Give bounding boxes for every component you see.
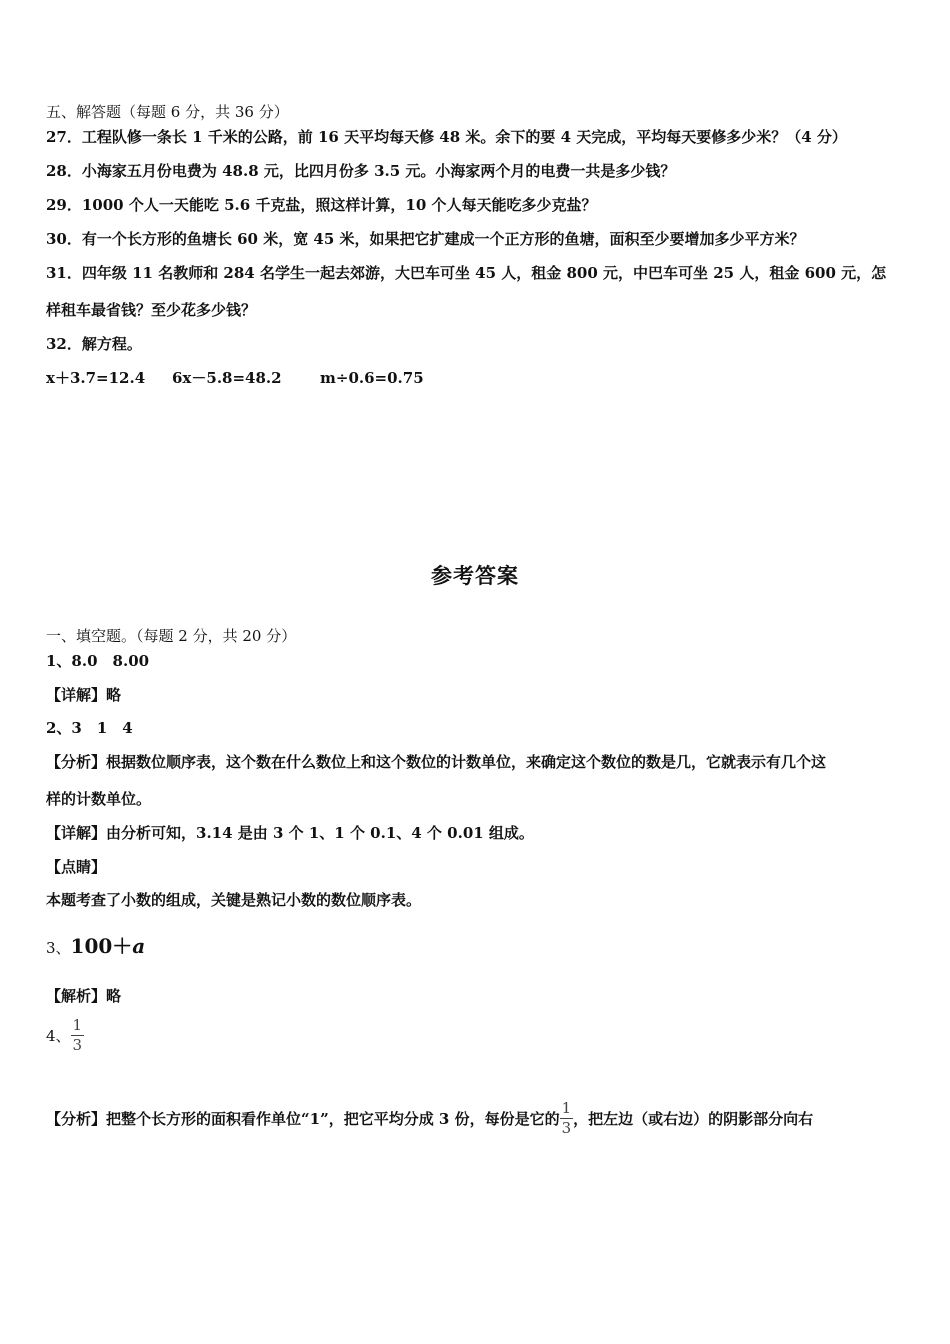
answer-3-variable: a [132,934,146,958]
question-29: 29．1000 个人一天能吃 5.6 千克盐，照这样计算，10 个人每天能吃多少克盐？ [46,196,597,214]
question-31-line1: 31．四年级 11 名教师和 284 名学生一起去郊游，大巴车可坐 45 人，租金 800 元，中巴车可坐 25 人，租金 600 元，怎 [46,264,887,282]
answer-3-number: 100＋ [70,934,133,958]
answer-4 [46,1018,84,1053]
equations-row [46,368,424,388]
answer-3-value [71,934,146,958]
answer-2: 2、3 1 4 [46,719,133,737]
answer-3-detail: 【解析】略 [46,987,122,1005]
answer-2-analysis-line2: 样的计数单位。 [46,790,152,808]
equation-2: 6x－5.8=48.2 [172,369,282,387]
answer-3 [46,934,145,960]
question-31-line2: 样租车最省钱？至少花多少钱？ [46,301,257,319]
equation-3: m÷0.6=0.75 [320,369,424,387]
answer-4-numerator: 1 [72,1016,83,1034]
answer-2-detail: 【详解】由分析可知，3.14 是由 3 个 1、1 个 0.1、4 个 0.01 组成。 [46,824,534,842]
answer-4-analysis-denominator: 3 [561,1119,572,1137]
answer-2-point: 本题考查了小数的组成，关键是熟记小数的数位顺序表。 [46,891,422,909]
question-30: 30．有一个长方形的鱼塘长 60 米，宽 45 米，如果把它扩建成一个正方形的鱼塘，面积至少要增加多少平方米？ [46,230,805,248]
section-heading-1: 一、填空题。（每题 2 分，共 20 分） [46,627,297,645]
answer-4-analysis-fraction [560,1101,574,1136]
question-32: 32．解方程。 [46,335,142,353]
answer-1-detail: 【详解】略 [46,686,122,704]
answer-4-analysis-text1: 【分析】把整个长方形的面积看作单位“1”，把它平均分成 3 份，每份是它的 [46,1110,560,1128]
answer-3-prefix: 3、 [46,939,71,957]
answer-2-analysis-line1: 【分析】根据数位顺序表，这个数在什么数位上和这个数位的计数单位，来确定这个数位的数是几，它就表示有几个这 [46,753,827,771]
answer-4-fraction [71,1018,85,1053]
equation-1: x＋3.7=12.4 [46,369,146,387]
answers-title: 参考答案 [431,563,519,588]
answer-1: 1、8.0 8.00 [46,652,150,670]
answer-4-analysis-text2: ，把左边（或右边）的阴影部分向右 [573,1110,814,1128]
answer-4-analysis [46,1101,813,1136]
answer-4-prefix: 4、 [46,1027,71,1045]
question-27: 27．工程队修一条长 1 千米的公路，前 16 天平均每天修 48 米。余下的要 4 天完成，平均每天要修多少米？（4 分） [46,128,847,146]
answer-4-analysis-numerator: 1 [561,1099,572,1117]
question-28: 28．小海家五月份电费为 48.8 元，比四月份多 3.5 元。小海家两个月的电费一共是多少钱？ [46,162,676,180]
answer-2-point-label: 【点睛】 [46,858,107,876]
section-heading-5: 五、解答题（每题 6 分，共 36 分） [46,103,289,121]
answer-4-denominator: 3 [72,1036,83,1054]
